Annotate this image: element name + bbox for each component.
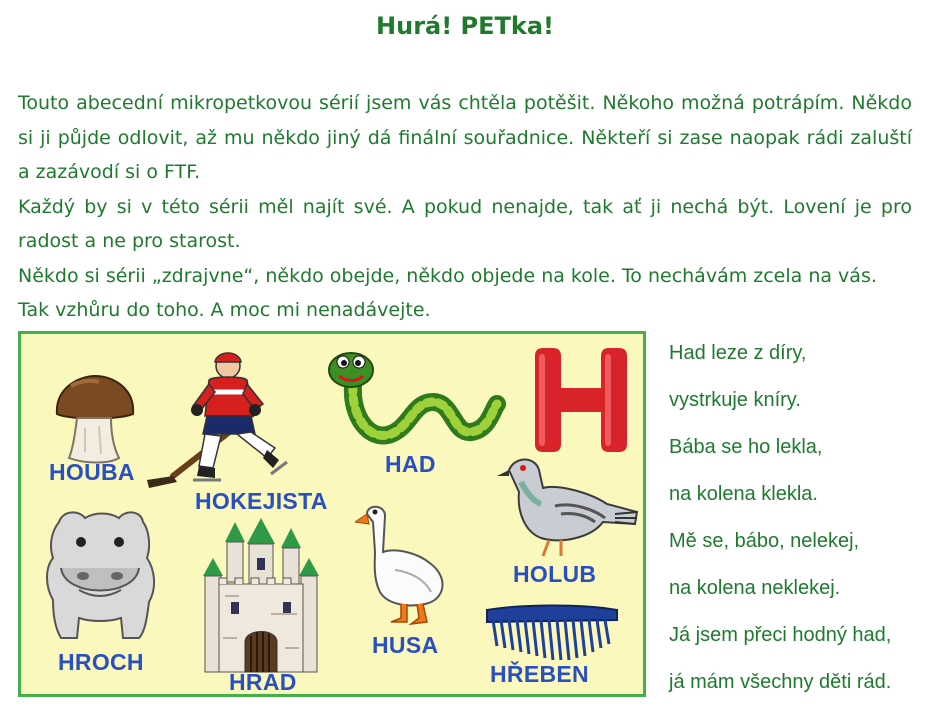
label-hokejista: HOKEJISTA: [195, 488, 328, 514]
label-hrad: HRAD: [229, 669, 297, 695]
poem-line: Já jsem přeci hodný had,: [669, 624, 892, 646]
hockey-player-icon: [143, 346, 313, 496]
poem-line: Mě se, bábo, nelekej,: [669, 530, 860, 552]
hippo-icon: [39, 506, 159, 648]
mushroom-icon: [49, 372, 139, 464]
label-hroch: HROCH: [58, 649, 144, 675]
poem-line: na kolena neklekej.: [669, 577, 841, 599]
poem-line: na kolena klekla.: [669, 483, 818, 505]
castle-icon: [201, 518, 321, 676]
letter-h-icon: [529, 346, 634, 454]
label-hreben: HŘEBEN: [490, 661, 589, 687]
poem-line: Bába se ho lekla,: [669, 436, 823, 458]
comb-icon: [483, 602, 623, 664]
intro-paragraph-1: Touto abecední mikropetkovou sérií jsem vás chtěla potěšit. Někoho možná potrápím. Někdo si ji půjde odlovit, až mu někdo jiný dá finální souřadnice. Někteří si zase naopak rádi zaluští a zazávodí si o FTF.: [18, 92, 912, 183]
letter-h-illustration: [18, 331, 646, 697]
intro-paragraph-3: Někdo si sérii „zdrajvne“, někdo obejde, někdo objede na kole. To nechávám zcela na vás. Tak vzhůru do toho. A moc mi nenadávejte.: [18, 264, 877, 321]
poem-line: Had leze z díry,: [669, 342, 807, 364]
label-husa: HUSA: [372, 632, 439, 658]
page-title: Hurá! PETka!: [376, 12, 554, 40]
label-houba: HOUBA: [49, 459, 135, 485]
snake-icon: [321, 346, 506, 456]
goose-icon: [355, 500, 455, 630]
pigeon-icon: [491, 452, 641, 564]
intro-paragraph-2: Každý by si v této sérii měl najít své. A pokud nenajde, tak ať ji nechá být. Lovení je pro radost a ne pro starost.: [18, 195, 912, 252]
poem: [669, 330, 944, 706]
label-had: HAD: [385, 451, 436, 477]
label-holub: HOLUB: [513, 561, 597, 587]
intro-text: [18, 86, 912, 328]
poem-line: vystrkuje kníry.: [669, 389, 801, 411]
poem-line: já mám všechny děti rád.: [669, 671, 892, 693]
